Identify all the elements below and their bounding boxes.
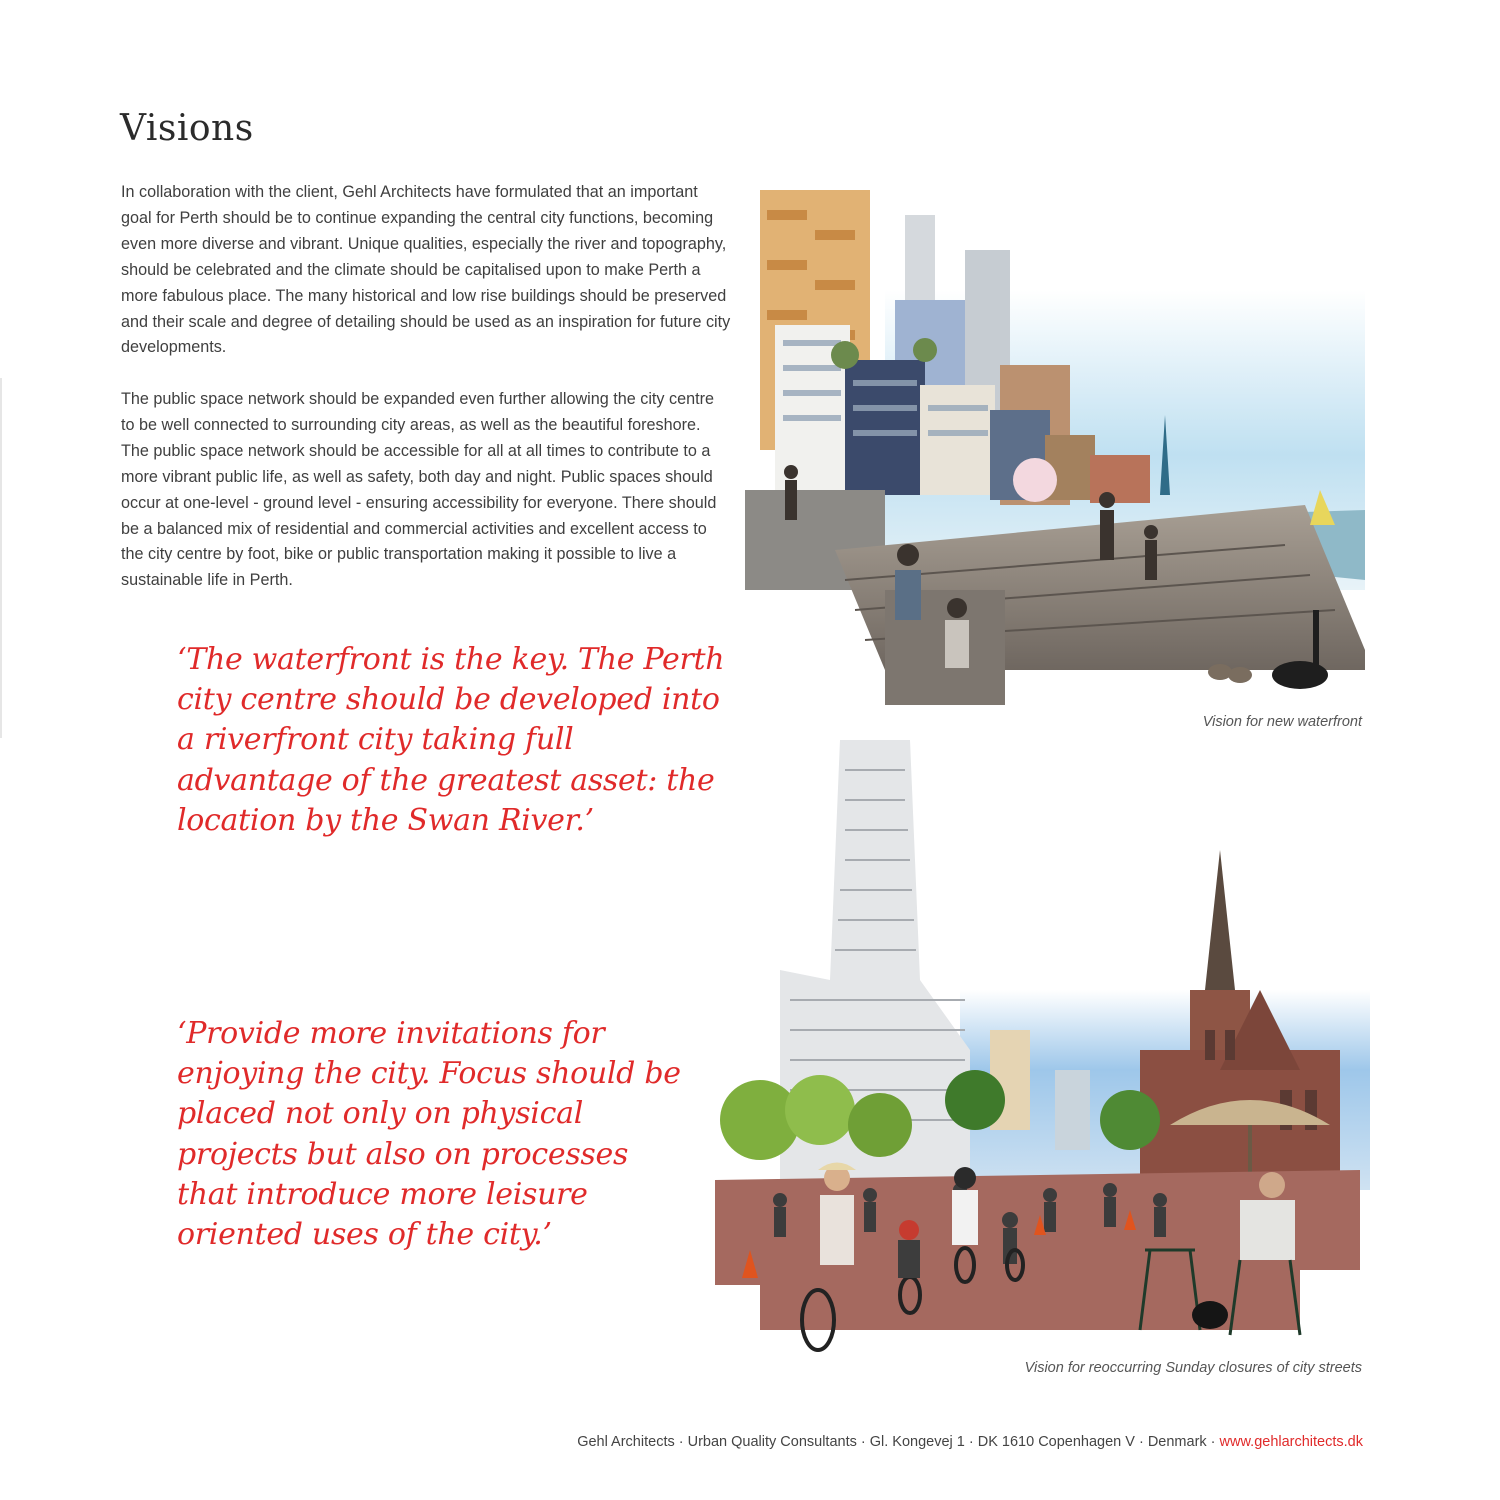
street-illustration <box>700 730 1370 1360</box>
intro-paragraph: In collaboration with the client, Gehl Architects have formulated that an important goal for Perth should be to continue expanding the central city functions, becoming even more diverse and vibrant. Unique qualities, especially the river and topography, should be celebrated and the climate should be capitalised upon to make Perth a more fabulous place. The many historical and low rise buildings should be preserved and their scale and degree of detailing should be used as an inspiration for future city developments. <box>121 183 731 357</box>
footer-website-link[interactable]: www.gehlarchitects.dk <box>1219 1434 1363 1450</box>
waterfront-quote: ‘The waterfront is the key. The Perth city centre should be developed into a riverfront city taking full advantage of the greatest asset: the location by the Swan River.’ <box>177 642 725 838</box>
waterfront-caption: Vision for new waterfront <box>1202 714 1362 730</box>
waterfront-illustration <box>745 150 1370 715</box>
footer <box>577 1434 1363 1450</box>
invitations-quote: ‘Provide more invitations for enjoying the city. Focus should be placed not only on physical projects but also on processes that introduce more leisure oriented uses of the city.’ <box>177 1016 681 1253</box>
street-caption: Vision for reoccurring Sunday closures of city streets <box>1024 1360 1362 1376</box>
margin-rule <box>0 378 2 738</box>
footer-address: Gehl Architects · Urban Quality Consultants · Gl. Kongevej 1 · DK 1610 Copenhagen V · Denmark · <box>577 1434 1220 1450</box>
page-title: Visions <box>120 108 254 149</box>
public-space-paragraph: The public space network should be expanded even further allowing the city centre to be well connected to surrounding city areas, as well as the beautiful foreshore. The public space network should be accessible for all at all times to contribute to a more vibrant public life, as well as safety, both day and night. Public spaces should occur at one-level - ground level - ensuring accessibility for everyone. There should be a balanced mix of residential and commercial activities and excellent access to the city centre by foot, bike or public transportation making it possible to live a sustainable life in Perth. <box>121 390 717 590</box>
